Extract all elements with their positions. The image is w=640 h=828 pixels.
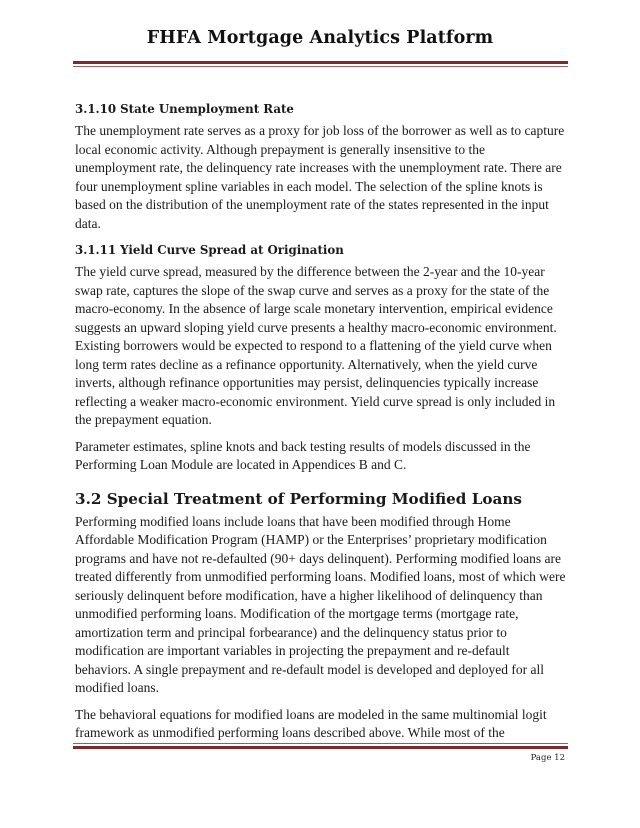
paragraph-parameter-note: Parameter estimates, spline knots and back testing results of models discussed in the Performing Loan Module are located in Appendices B and C.	[75, 438, 531, 472]
page-number: Page 12	[530, 753, 565, 763]
paragraph-unemployment: The unemployment rate serves as a proxy for job loss of the borrower as well as to capture local economic activity. Although prepayment is generally insensitive to the unemployment rate, the delinquency rate increases with the unemployment rate. There are four unemployment spline variables in each model. The selection of the spline knots is based on the distribution of the unemployment rate of the states represented in the input data.	[75, 123, 565, 231]
document-body	[75, 100, 567, 751]
paragraph-modified-loans-2: The behavioral equations for modified loans are modeled in the same multinomial logit framework as unmodified performing loans described above. While most of the	[75, 706, 547, 740]
paragraph-yield-curve: The yield curve spread, measured by the difference between the 2-year and the 10-year swap rate, captures the slope of the swap curve and serves as a proxy for the state of the macro-economy. In the absence of large scale monetary intervention, empirical evidence suggests an upward sloping yield curve presents a healthy macro-economic environment. Existing borrowers would be expected to respond to a flattening of the yield curve when long term rates decline as a refinance opportunity. Alternatively, when the yield curve inverts, although refinance opportunities may persist, delinquencies typically increase reflecting a weaker macro-economic environment. Yield curve spread is only included in the prepayment equation.	[75, 264, 557, 427]
paragraph-modified-loans-1: Performing modified loans include loans that have been modified through Home Affordable Modification Program (HAMP) or the Enterprises’ proprietary modification programs and have not re-defaulted (90+ days delinquent). Performing modified loans are treated differently from unmodified performing loans. Modified loans, most of which were seriously delinquent before modification, have a higher likelihood of delinquency than unmodified performing loans. Modification of the mortgage terms (mortgage rate, amortization term and principal forbearance) and the delinquency status prior to modification are important variables in projecting the prepayment and re-default behaviors. A single prepayment and re-default model is developed and deployed for all modified loans.	[75, 513, 566, 695]
page-title: FHFA Mortgage Analytics Platform	[146, 28, 494, 48]
subsection-heading-unemployment: 3.1.10 State Unemployment Rate	[75, 102, 294, 116]
section-heading-modified-loans: 3.2 Special Treatment of Performing Modified Loans	[75, 489, 522, 508]
footer-rule-thick	[73, 746, 568, 749]
header-rule-thick	[73, 61, 568, 64]
footer-rule-thin	[73, 743, 568, 744]
subsection-heading-yield-curve: 3.1.11 Yield Curve Spread at Origination	[75, 243, 344, 257]
header-rule-thin	[73, 66, 568, 67]
